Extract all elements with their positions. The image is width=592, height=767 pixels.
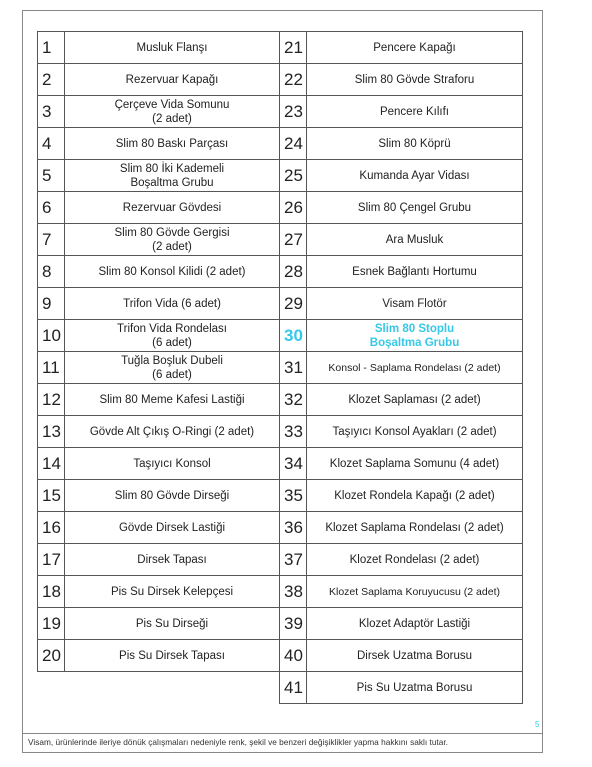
part-row xyxy=(38,640,280,672)
parts-table-left xyxy=(37,31,280,672)
part-row xyxy=(280,32,523,64)
part-description: Klozet Rondela Kapağı (2 adet) xyxy=(307,480,523,512)
part-row xyxy=(38,224,280,256)
part-row xyxy=(280,192,523,224)
part-row xyxy=(280,672,523,704)
part-description: Pencere Kapağı xyxy=(307,32,523,64)
part-row xyxy=(38,320,280,352)
part-description: Slim 80 İki Kademeli Boşaltma Grubu xyxy=(65,160,280,192)
part-description: Slim 80 Konsol Kilidi (2 adet) xyxy=(65,256,280,288)
part-row xyxy=(38,192,280,224)
part-description: Slim 80 Çengel Grubu xyxy=(307,192,523,224)
part-row xyxy=(38,480,280,512)
part-description: Klozet Saplama Somunu (4 adet) xyxy=(307,448,523,480)
part-number: 20 xyxy=(38,640,65,672)
part-description: Pencere Kılıfı xyxy=(307,96,523,128)
part-row xyxy=(280,160,523,192)
part-number: 26 xyxy=(280,192,307,224)
part-description: Gövde Alt Çıkış O-Ringi (2 adet) xyxy=(65,416,280,448)
part-description: Trifon Vida Rondelası (6 adet) xyxy=(65,320,280,352)
part-number: 9 xyxy=(38,288,65,320)
part-description: Trifon Vida (6 adet) xyxy=(65,288,280,320)
part-row xyxy=(38,544,280,576)
part-number: 25 xyxy=(280,160,307,192)
part-number: 33 xyxy=(280,416,307,448)
part-description: Slim 80 Köprü xyxy=(307,128,523,160)
part-number: 31 xyxy=(280,352,307,384)
part-row xyxy=(38,32,280,64)
part-description: Çerçeve Vida Somunu (2 adet) xyxy=(65,96,280,128)
part-description: Dirsek Tapası xyxy=(65,544,280,576)
part-row xyxy=(38,512,280,544)
part-number: 1 xyxy=(38,32,65,64)
part-row xyxy=(38,96,280,128)
part-description: Taşıyıcı Konsol Ayakları (2 adet) xyxy=(307,416,523,448)
part-description: Pis Su Dirsek Kelepçesi xyxy=(65,576,280,608)
part-number: 8 xyxy=(38,256,65,288)
part-number: 17 xyxy=(38,544,65,576)
part-number: 30 xyxy=(280,320,307,352)
part-number: 27 xyxy=(280,224,307,256)
part-row xyxy=(280,352,523,384)
part-description: Slim 80 Stoplu Boşaltma Grubu xyxy=(307,320,523,352)
part-number: 22 xyxy=(280,64,307,96)
part-row xyxy=(38,384,280,416)
part-description: Esnek Bağlantı Hortumu xyxy=(307,256,523,288)
part-description: Klozet Rondelası (2 adet) xyxy=(307,544,523,576)
footer-disclaimer: Visam, ürünlerinde ileriye dönük çalışmaları nedeniyle renk, şekil ve benzeri değişiklikler yapma hakkını saklı tutar. xyxy=(28,737,448,747)
parts-table-right xyxy=(279,31,523,704)
part-row xyxy=(280,256,523,288)
part-number: 12 xyxy=(38,384,65,416)
part-row xyxy=(280,128,523,160)
part-description: Pis Su Dirseği xyxy=(65,608,280,640)
part-number: 3 xyxy=(38,96,65,128)
part-description: Klozet Saplama Rondelası (2 adet) xyxy=(307,512,523,544)
part-number: 32 xyxy=(280,384,307,416)
part-number: 18 xyxy=(38,576,65,608)
part-number: 19 xyxy=(38,608,65,640)
part-row xyxy=(280,576,523,608)
part-description: Klozet Saplaması (2 adet) xyxy=(307,384,523,416)
part-number: 16 xyxy=(38,512,65,544)
part-row xyxy=(38,256,280,288)
page-number: 5 xyxy=(535,720,540,729)
part-row xyxy=(38,128,280,160)
part-row xyxy=(38,64,280,96)
part-number: 28 xyxy=(280,256,307,288)
part-number: 29 xyxy=(280,288,307,320)
part-description: Slim 80 Gövde Dirseği xyxy=(65,480,280,512)
part-number: 34 xyxy=(280,448,307,480)
part-row xyxy=(280,512,523,544)
part-description: Rezervuar Kapağı xyxy=(65,64,280,96)
part-description: Musluk Flanşı xyxy=(65,32,280,64)
part-number: 39 xyxy=(280,608,307,640)
part-number: 15 xyxy=(38,480,65,512)
part-description: Visam Flotör xyxy=(307,288,523,320)
part-row xyxy=(280,384,523,416)
part-number: 35 xyxy=(280,480,307,512)
part-number: 4 xyxy=(38,128,65,160)
part-description: Tuğla Boşluk Dubeli (6 adet) xyxy=(65,352,280,384)
part-number: 36 xyxy=(280,512,307,544)
part-description: Kumanda Ayar Vidası xyxy=(307,160,523,192)
part-number: 13 xyxy=(38,416,65,448)
part-row xyxy=(38,448,280,480)
part-row xyxy=(280,224,523,256)
part-row xyxy=(280,480,523,512)
part-description: Pis Su Dirsek Tapası xyxy=(65,640,280,672)
part-description: Pis Su Uzatma Borusu xyxy=(307,672,523,704)
part-description: Konsol - Saplama Rondelası (2 adet) xyxy=(307,352,523,384)
part-row xyxy=(280,288,523,320)
part-description: Ara Musluk xyxy=(307,224,523,256)
part-row xyxy=(38,416,280,448)
part-description: Gövde Dirsek Lastiği xyxy=(65,512,280,544)
part-description: Klozet Adaptör Lastiği xyxy=(307,608,523,640)
part-number: 10 xyxy=(38,320,65,352)
part-description: Slim 80 Gövde Gergisi (2 adet) xyxy=(65,224,280,256)
part-description: Taşıyıcı Konsol xyxy=(65,448,280,480)
part-row xyxy=(280,320,523,352)
part-description: Rezervuar Gövdesi xyxy=(65,192,280,224)
part-description: Dirsek Uzatma Borusu xyxy=(307,640,523,672)
part-row xyxy=(38,352,280,384)
part-description: Slim 80 Baskı Parçası xyxy=(65,128,280,160)
part-row xyxy=(38,608,280,640)
part-number: 7 xyxy=(38,224,65,256)
part-row xyxy=(280,448,523,480)
part-row xyxy=(280,608,523,640)
part-number: 11 xyxy=(38,352,65,384)
footer-divider xyxy=(22,733,543,734)
part-number: 23 xyxy=(280,96,307,128)
part-row xyxy=(38,160,280,192)
part-number: 6 xyxy=(38,192,65,224)
part-description: Klozet Saplama Koruyucusu (2 adet) xyxy=(307,576,523,608)
part-number: 5 xyxy=(38,160,65,192)
part-description: Slim 80 Gövde Straforu xyxy=(307,64,523,96)
part-description: Slim 80 Meme Kafesi Lastiği xyxy=(65,384,280,416)
part-row xyxy=(38,288,280,320)
part-row xyxy=(38,576,280,608)
part-row xyxy=(280,416,523,448)
part-number: 41 xyxy=(280,672,307,704)
part-number: 14 xyxy=(38,448,65,480)
part-row xyxy=(280,96,523,128)
part-number: 40 xyxy=(280,640,307,672)
part-number: 24 xyxy=(280,128,307,160)
part-number: 21 xyxy=(280,32,307,64)
part-row xyxy=(280,640,523,672)
part-number: 2 xyxy=(38,64,65,96)
part-row xyxy=(280,64,523,96)
part-row xyxy=(280,544,523,576)
part-number: 37 xyxy=(280,544,307,576)
part-number: 38 xyxy=(280,576,307,608)
